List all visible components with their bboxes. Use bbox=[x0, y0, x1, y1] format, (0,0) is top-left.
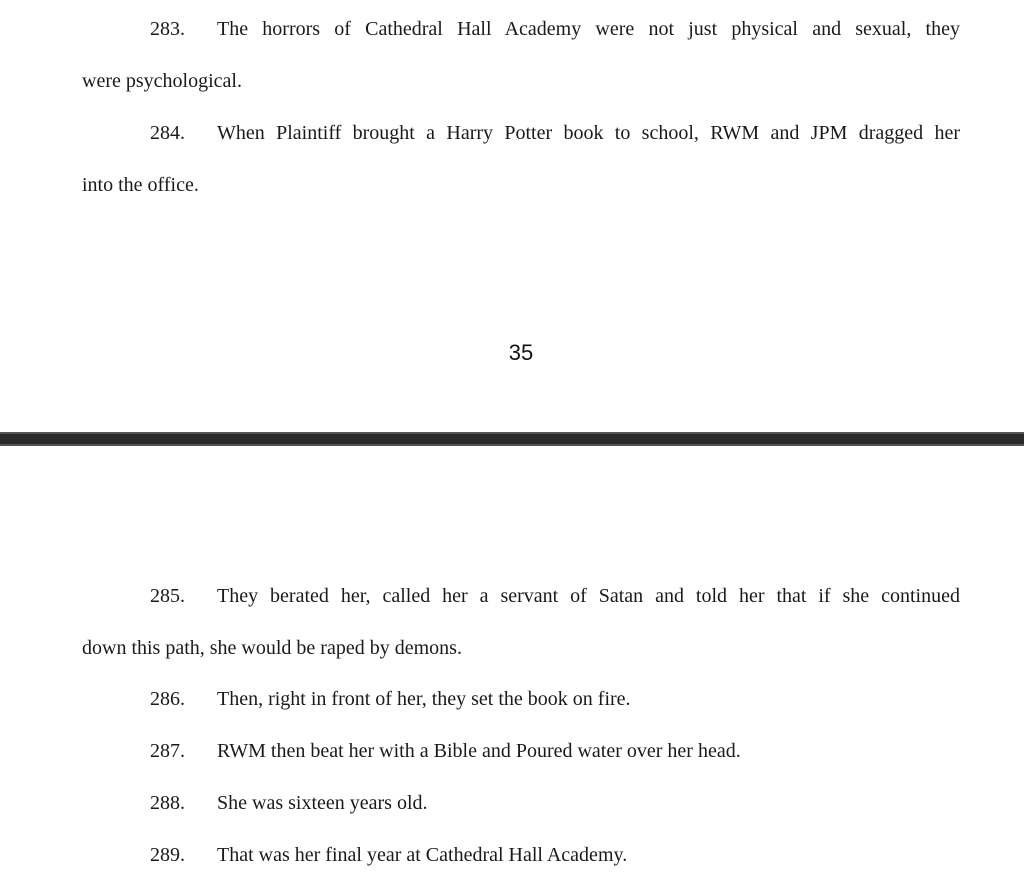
page-number: 35 bbox=[508, 340, 534, 365]
document-page-top bbox=[0, 0, 1024, 432]
paragraph-text: When Plaintiff brought a Harry Potter book to school, RWM and JPM dragged her bbox=[217, 122, 960, 144]
paragraph-287 bbox=[82, 725, 960, 777]
paragraph-continuation: were psychological. bbox=[82, 70, 242, 92]
paragraph-284 bbox=[82, 107, 960, 211]
paragraph-line bbox=[82, 3, 960, 55]
paragraph-line bbox=[82, 107, 960, 159]
divider-edge-top bbox=[0, 432, 1024, 434]
page-break-divider bbox=[0, 432, 1024, 446]
paragraph-line bbox=[82, 570, 960, 622]
paragraph-continuation: into the office. bbox=[82, 174, 199, 196]
paragraph-number: 287. bbox=[150, 740, 185, 762]
paragraph-text: They berated her, called her a servant of Satan and told her that if she continued bbox=[217, 585, 960, 607]
paragraph-text: RWM then beat her with a Bible and Poured water over her head. bbox=[217, 740, 741, 762]
paragraph-283 bbox=[82, 3, 960, 107]
paragraph-number: 285. bbox=[150, 585, 185, 607]
document-page-bottom bbox=[0, 446, 1024, 883]
paragraph-text: That was her final year at Cathedral Hall Academy. bbox=[217, 844, 628, 866]
paragraph-288 bbox=[82, 777, 960, 829]
paragraph-289 bbox=[82, 829, 960, 881]
paragraph-text: The horrors of Cathedral Hall Academy were not just physical and sexual, they bbox=[217, 18, 960, 40]
paragraph-continuation: down this path, she would be raped by demons. bbox=[82, 637, 462, 659]
paragraph-286 bbox=[82, 673, 960, 725]
paragraph-number: 289. bbox=[150, 844, 185, 866]
paragraph-line bbox=[82, 829, 960, 881]
paragraph-text: She was sixteen years old. bbox=[217, 792, 428, 814]
paragraph-line bbox=[82, 725, 960, 777]
paragraph-number: 283. bbox=[150, 18, 185, 40]
paragraph-text: Then, right in front of her, they set the book on fire. bbox=[217, 688, 631, 710]
paragraph-line bbox=[82, 673, 960, 725]
paragraph-line bbox=[82, 777, 960, 829]
paragraph-number: 288. bbox=[150, 792, 185, 814]
paragraph-number: 286. bbox=[150, 688, 185, 710]
paragraph-number: 284. bbox=[150, 122, 185, 144]
paragraph-285 bbox=[82, 570, 960, 674]
